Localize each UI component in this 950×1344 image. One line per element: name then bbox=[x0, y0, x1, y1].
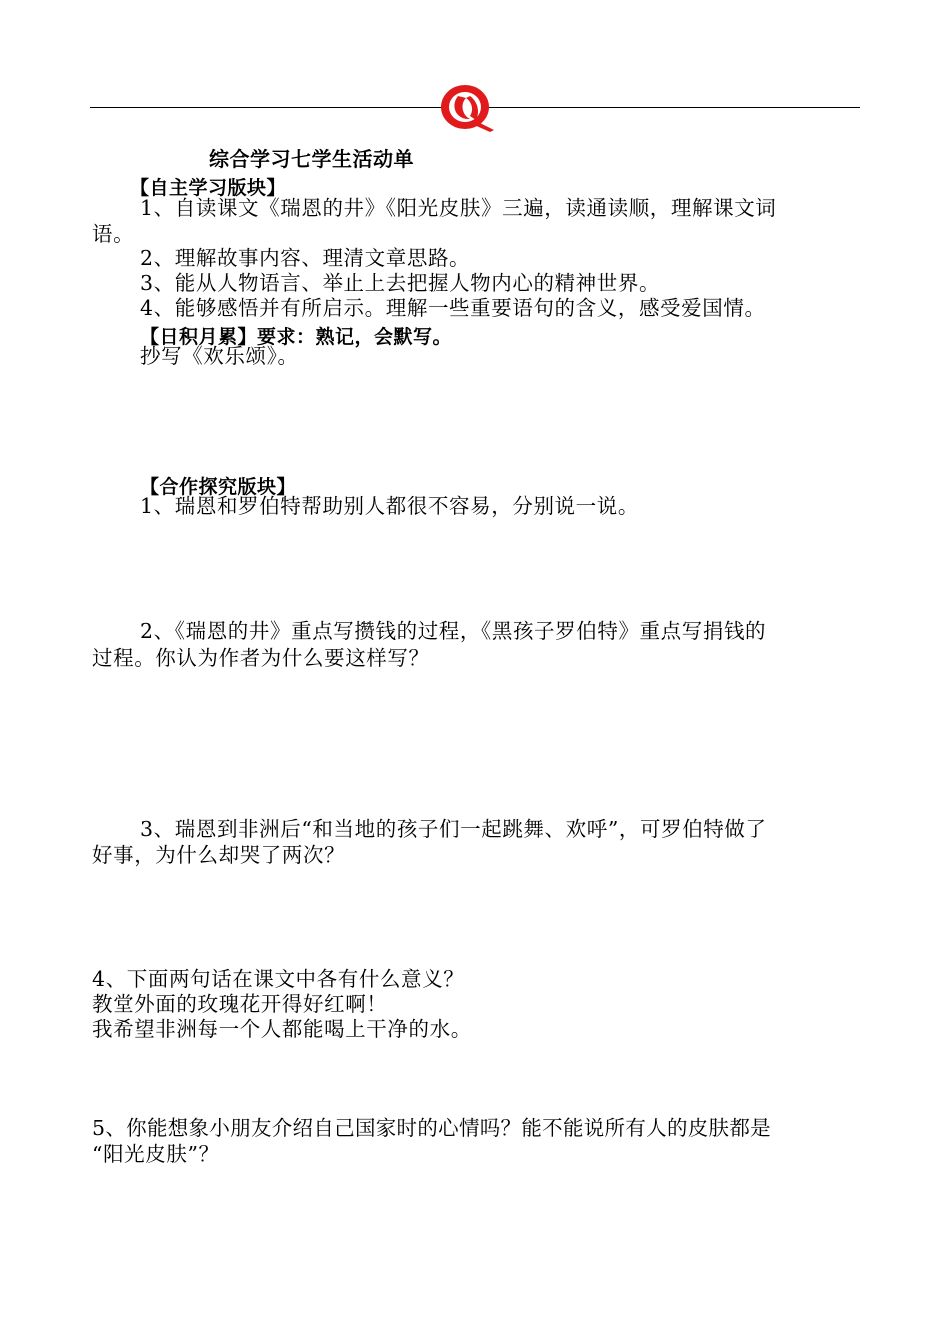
coop-question-2-cont: 过程。你认为作者为什么要这样写？ bbox=[92, 646, 430, 670]
coop-question-2: 2、《瑞恩的井》重点写攒钱的过程，《黑孩子罗伯特》重点写捐钱的 bbox=[140, 619, 767, 643]
coop-question-3: 3、瑞恩到非洲后“和当地的孩子们一起跳舞、欢呼”，可罗伯特做了 bbox=[140, 817, 767, 841]
self-study-heading: 【自主学习版块】 bbox=[130, 177, 287, 199]
self-study-item-3: 3、能从人物语言、举止上去把握人物内心的精神世界。 bbox=[140, 271, 661, 295]
self-study-item-2: 2、理解故事内容、理清文章思路。 bbox=[140, 246, 471, 270]
self-study-item-1-cont: 语。 bbox=[92, 222, 135, 246]
accumulate-task: 抄写《欢乐颂》。 bbox=[140, 344, 299, 368]
coop-question-1: 1、瑞恩和罗伯特帮助别人都很不容易，分别说一说。 bbox=[140, 494, 639, 518]
self-study-item-1: 1、自读课文《瑞恩的井》《阳光皮肤》三遍，读通读顺，理解课文词 bbox=[140, 196, 777, 220]
page-title: 综合学习七学生活动单 bbox=[209, 147, 414, 171]
self-study-item-4: 4、能够感悟并有所启示。理解一些重要语句的含义，感受爱国情。 bbox=[140, 296, 766, 320]
coop-question-5-cont: “阳光皮肤”？ bbox=[92, 1142, 220, 1166]
accumulate-heading: 【日积月累】要求：熟记，会默写。 bbox=[140, 326, 453, 348]
coop-question-4: 4、下面两句话在课文中各有什么意义？ bbox=[92, 967, 465, 991]
coop-heading: 【合作探究版块】 bbox=[140, 476, 297, 498]
coop-question-4-sentence-1: 教堂外面的玫瑰花开得好红啊！ bbox=[92, 992, 388, 1016]
coop-question-4-sentence-2: 我希望非洲每一个人都能喝上干净的水。 bbox=[92, 1017, 472, 1041]
coop-question-5: 5、你能想象小朋友介绍自己国家时的心情吗？能不能说所有人的皮肤都是 bbox=[92, 1116, 771, 1140]
logo-icon bbox=[436, 82, 496, 134]
coop-question-3-cont: 好事，为什么却哭了两次？ bbox=[92, 843, 346, 867]
